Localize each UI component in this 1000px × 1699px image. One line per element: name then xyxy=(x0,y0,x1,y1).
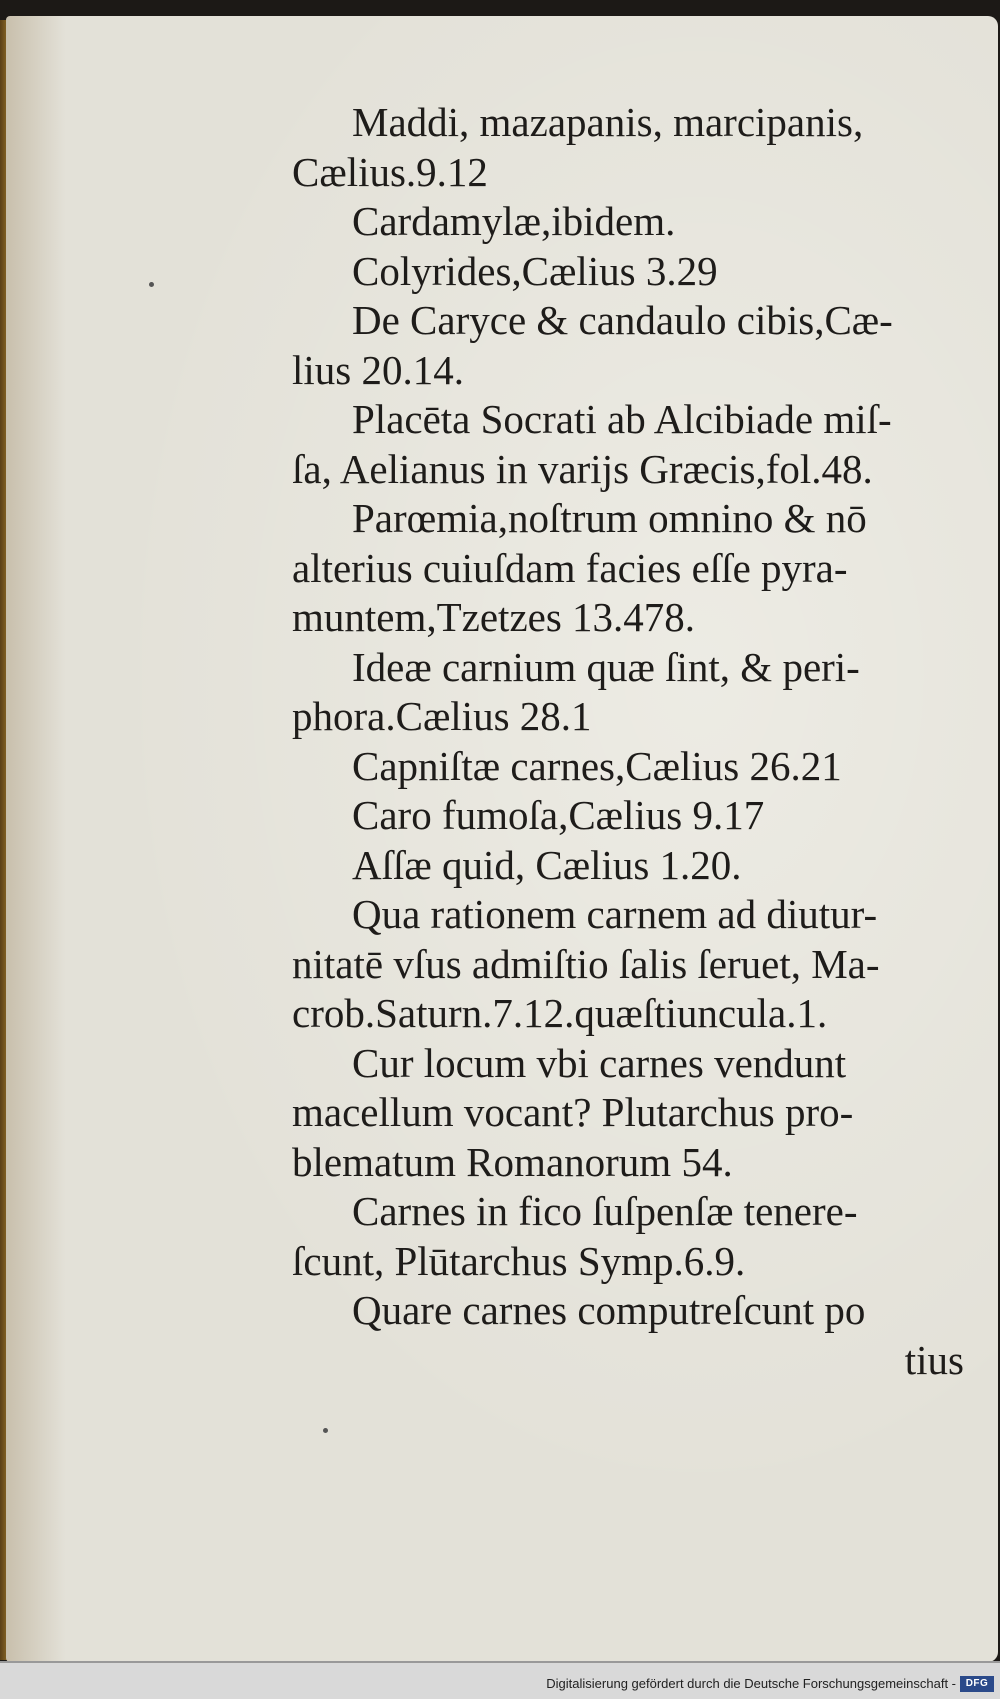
text-line: macellum vocant? Plutarchus pro- xyxy=(292,1089,854,1135)
text-line: Cælius.9.12 xyxy=(292,148,488,195)
text-line: alterius cuiuſdam facies eſſe pyra- xyxy=(292,544,848,591)
text-line: Cur locum vbi carnes vendunt xyxy=(352,1039,847,1086)
text-line: Parœmia,noſtrum omnino & nō xyxy=(352,495,867,541)
text-line: crob.Saturn.7.12.quæſtiuncula.1. xyxy=(292,990,828,1036)
text-line: ſa, Aelianus in varijs Græcis,fol.48. xyxy=(292,445,873,492)
text-line: lius 20.14. xyxy=(292,346,464,393)
text-line: blematum Romanorum 54. xyxy=(292,1138,733,1185)
catchword: tius xyxy=(904,1336,964,1383)
footer-credit: Digitalisierung gefördert durch die Deutsche Forschungsgemeinschaft - xyxy=(546,1676,956,1691)
text-line: Capniſtæ carnes,Cælius 26.21 xyxy=(352,742,842,789)
text-line: phora.Cælius 28.1 xyxy=(292,693,592,739)
dfg-logo-icon: DFG xyxy=(960,1676,994,1692)
text-line: Carnes in fico ſuſpenſæ tenere- xyxy=(352,1188,858,1234)
text-line: nitatē vſus admiſtio ſalis ſeruet, Ma- xyxy=(292,940,880,987)
text-line: Caro fumoſa,Cælius 9.17 xyxy=(352,792,765,838)
text-line: ſcunt, Plūtarchus Symp.6.9. xyxy=(292,1237,746,1284)
paper-speck xyxy=(323,1428,328,1433)
text-line: Aſſæ quid, Cælius 1.20. xyxy=(352,841,742,888)
text-line: Quare carnes computreſcunt po xyxy=(352,1287,866,1333)
paper-speck xyxy=(149,282,154,287)
page-text xyxy=(292,98,972,1385)
text-line: Ideæ carnium quæ ſint, & peri- xyxy=(352,643,860,690)
text-line: Colyrides,Cælius 3.29 xyxy=(352,247,718,294)
footer-band xyxy=(0,1661,1000,1699)
text-line: muntem,Tzetzes 13.478. xyxy=(292,594,696,640)
text-line: Placēta Socrati ab Alcibiade miſ- xyxy=(352,396,892,442)
text-line: De Caryce & candaulo cibis,Cæ- xyxy=(352,297,893,343)
text-line: Cardamylæ,ibidem. xyxy=(352,198,676,244)
text-line: Maddi, mazapanis, marcipanis, xyxy=(352,99,864,145)
text-line: Qua rationem carnem ad diutur- xyxy=(352,891,878,937)
